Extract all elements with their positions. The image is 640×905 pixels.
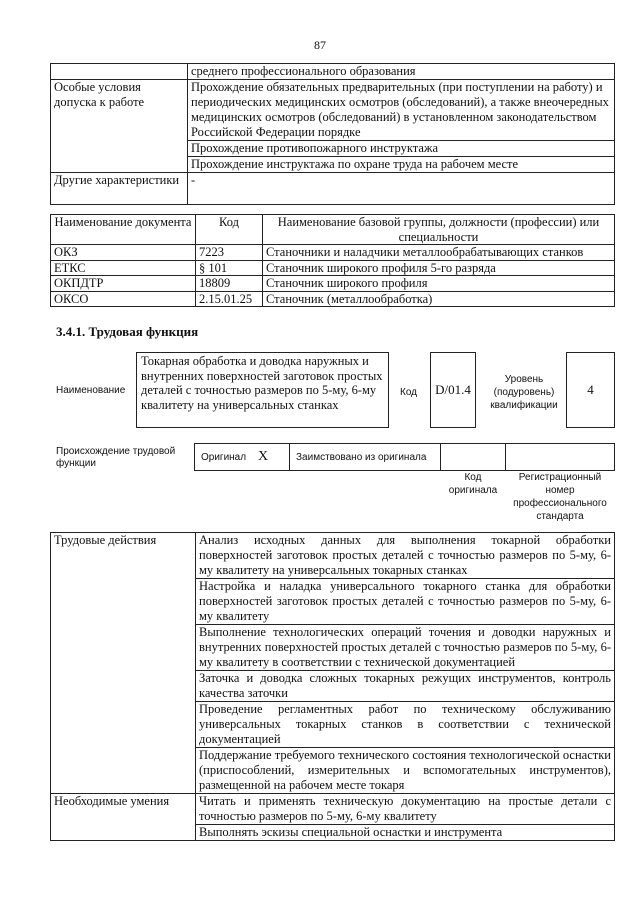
table-cell: Выполнять эскизы специальной оснастки и инструмента [196,825,615,841]
table-cell: ОКСО [51,291,196,307]
section-title: 3.4.1. Трудовая функция [56,324,199,339]
table-cell: 7223 [196,245,263,261]
borrowed-label: Заимствовано из оригинала [296,452,427,463]
table-cell: Прохождение противопожарного инструктажа [188,141,615,157]
table-cell: - [188,173,615,205]
table-cell: ОКПДТР [51,276,196,292]
row-label-other: Другие характеристики [51,173,188,205]
origin-label: Происхождение трудовой функции [56,446,176,469]
table-cell: 2.15.01.25 [196,291,263,307]
table-row [51,794,615,825]
table-cell: § 101 [196,260,263,276]
original-mark: X [258,449,269,464]
table-cell: ЕТКС [51,260,196,276]
classifier-table [50,214,615,307]
labor-actions-label: Трудовые действия [51,533,196,794]
code-box: D/01.4 [430,352,476,428]
table-cell: Проведение регламентных работ по техническому обслуживанию универсальных токарных станков в соответствии с технической документацией [196,702,615,748]
table-cell: Анализ исходных данных для выполнения токарной обработки поверхностей заготовок простых деталей с точностью размеров по 5-му, 6-му квалитету на универсальных токарных станках [196,533,615,579]
table-row [51,260,615,276]
table-cell: среднего профессионального образования [188,64,615,80]
table-row [51,276,615,292]
actions-table [50,532,615,841]
table-cell [51,64,188,80]
column-header: Наименование документа [51,215,196,245]
table-cell: Поддержание требуемого технического состояния технологической оснастки (приспособлений, измерительных и вспомогательных инструментов), размещенной на рабочем месте токаря [196,748,615,794]
table-row [51,291,615,307]
column-header: Код [196,215,263,245]
column-header: Наименование базовой группы, должности (профессии) или специальности [263,215,615,245]
table-cell: Станочник широкого профиля 5-го разряда [263,260,615,276]
page-number: 87 [314,38,326,52]
table-cell: 18809 [196,276,263,292]
table-cell: ОКЗ [51,245,196,261]
name-label: Наименование [56,385,126,396]
table-cell: Станочник широкого профиля [263,276,615,292]
table-row [51,245,615,261]
table-cell: Заточка и доводка сложных токарных режущих инструментов, контроль качества заточки [196,671,615,702]
requirements-table [50,63,615,205]
level-box: 4 [566,352,615,428]
table-cell: Настройка и наладка универсального токарного станка для обработки поверхностей заготовок простых деталей с точностью размеров по 5-му, 6-му квалитету [196,579,615,625]
table-header-row [51,215,615,245]
table-row [51,173,615,205]
code-original-label: Код оригинала [448,472,498,496]
code-label: Код [400,387,418,398]
table-row [51,80,615,141]
table-cell: Станочник (металлообработка) [263,291,615,307]
row-label-special-conditions: Особые условия допуска к работе [51,80,188,173]
table-row [51,533,615,579]
table-cell: Выполнение технологических операций точения и доводки наружных и внутренних поверхностей простых деталей с точностью размеров по 5-му, 6-му квалитету в соответствии с технической документацией [196,625,615,671]
original-label: Оригинал [201,452,247,463]
table-cell: Читать и применять техническую документацию на простые детали с точностью размеров по 5-му, 6-му квалитету [196,794,615,825]
reg-number-label: Регистрационный номер профессионального стандарта [513,472,607,522]
table-cell: Прохождение обязательных предварительных (при поступлении на работу) и периодических медицинских осмотров (обследований), а также внеочередных медицинских осмотров (обследований) в установленном законодательством Российской Федерации порядке [188,80,615,141]
table-row [51,64,615,80]
table-cell: Прохождение инструктажа по охране труда на рабочем месте [188,157,615,173]
function-name-box: Токарная обработка и доводка наружных и внутренних поверхностей заготовок простых деталей с точностью размеров по 5-му, 6-му квалитету на универсальных станках [136,352,389,428]
code-original-cell [440,443,506,471]
original-cell [194,443,290,471]
reg-number-cell [505,443,615,471]
table-cell: Станочники и наладчики металлообрабатывающих станков [263,245,615,261]
borrowed-cell [289,443,441,471]
skills-label: Необходимые умения [51,794,196,841]
level-label: Уровень (подуровень) квалификации [490,374,558,411]
